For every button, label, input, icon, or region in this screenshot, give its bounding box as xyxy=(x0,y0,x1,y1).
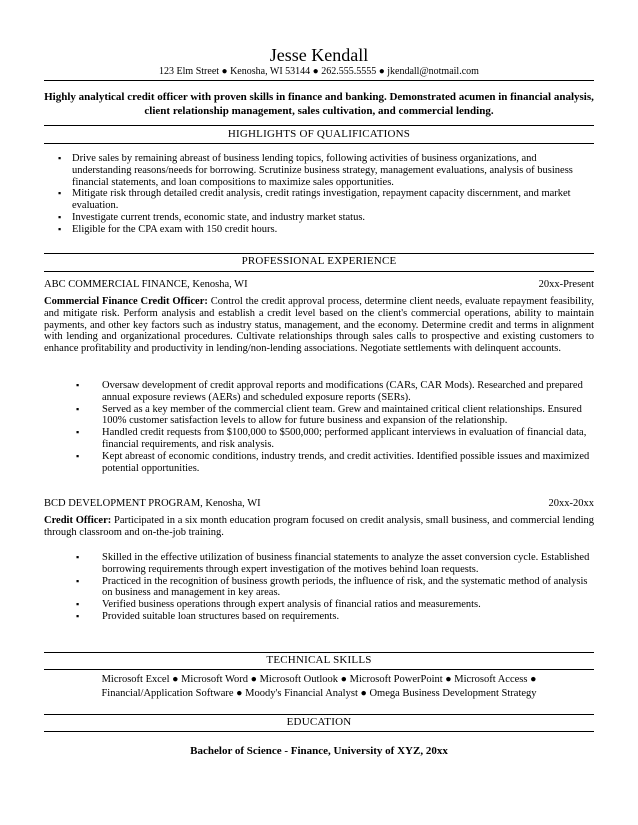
list-item: ▪ Skilled in the effective utilization of business financial statements to analyze the asset conversion cycle. Established borrowing requirements through expert investigation of the motives behind loan requests. xyxy=(76,552,590,575)
list-item: ▪ Drive sales by remaining abreast of business lending topics, following activities of business organizations, and understanding reasons/needs for borrowing. Scrutinize business strategy, management evaluations, analysis of business financial statements, and loan compositions to maximize sales opportunities. xyxy=(58,153,573,188)
job-achievements-list xyxy=(76,380,594,474)
skills-line: Financial/Application Software ● Moody's Financial Analyst ● Omega Business Development Strategy xyxy=(101,688,537,699)
summary-statement: Highly analytical credit officer with proven skills in finance and banking. Demonstrated acumen in financial analysis, client relationship management, sales cultivation, and commercial lending. xyxy=(44,91,594,117)
education-top-rule xyxy=(44,714,594,715)
contact-line: 123 Elm Street ● Kenosha, WI 53144 ● 262.555.5555 ● jkendall@notmail.com xyxy=(159,66,479,77)
bullet-icon: ▪ xyxy=(76,427,80,438)
education-bottom-rule xyxy=(44,731,594,732)
list-item: ▪ Practiced in the recognition of business growth periods, the influence of risk, and the systematic method of analysis on business and management in key areas. xyxy=(76,575,588,599)
experience-top-rule xyxy=(44,253,594,254)
skills-line: Microsoft Excel ● Microsoft Word ● Microsoft Outlook ● Microsoft PowerPoint ● Microsoft Access ● xyxy=(101,674,537,685)
employment-dates: 20xx-20xx xyxy=(548,498,594,509)
qualifications-heading: HIGHLIGHTS OF QUALIFICATIONS xyxy=(227,128,411,140)
experience-heading: PROFESSIONAL EXPERIENCE xyxy=(241,255,397,267)
list-item: ▪ Served as a key member of the commercial client team. Grew and maintained critical client relationships. Ensured 100% customer satisfaction levels to allow for future business and expansion of the relationship. xyxy=(76,403,582,427)
bullet-icon: ▪ xyxy=(76,450,80,461)
bullet-icon: ▪ xyxy=(76,575,80,586)
qualifications-list xyxy=(58,153,594,236)
job-title: Credit Officer: xyxy=(44,515,112,526)
job-description: Credit Officer: Participated in a six month education program focused on credit analysis, small business, and commercial lending through classroom and on-the-job training. xyxy=(44,515,594,538)
bullet-icon: ▪ xyxy=(58,223,62,234)
bullet-icon: ▪ xyxy=(76,403,80,414)
list-item: ▪ Provided suitable loan structures based on requirements. xyxy=(76,610,340,622)
list-item: ▪ Mitigate risk through detailed credit analysis, credit ratings investigation, repayment capacity discernment, and market evaluation. xyxy=(58,188,571,212)
employer-name: ABC COMMERCIAL FINANCE, Kenosha, WI xyxy=(44,279,248,290)
bullet-icon: ▪ xyxy=(58,188,62,199)
skills-bottom-rule xyxy=(44,669,594,670)
bullet-icon: ▪ xyxy=(76,610,80,621)
candidate-name: Jesse Kendall xyxy=(269,45,369,65)
job-title: Commercial Finance Credit Officer: xyxy=(44,296,208,307)
job-achievements-list xyxy=(76,552,594,623)
bullet-icon: ▪ xyxy=(76,599,80,610)
header-divider xyxy=(44,80,594,81)
qualifications-bottom-rule xyxy=(44,143,594,144)
job-description: Commercial Finance Credit Officer: Control the credit approval process, determine client needs, evaluate repayment feasibility, and mitigate risk. Perform analysis and establish a credit level based on the client's commercial operations, ability to maintain payments, and other key factors such as industry status, management, and the economy. Determine credit and terms in alignment with lending and organizational procedures. Cultivate relationships through sales calls to prospective and existing customers to enhance profitability and productivity in lending/non-lending associations. Negotiate settlements with delinquent accounts. xyxy=(44,296,595,355)
employment-dates: 20xx-Present xyxy=(538,279,594,290)
degree-line: Bachelor of Science - Finance, University of XYZ, 20xx xyxy=(190,745,448,757)
list-item: ▪ Investigate current trends, economic state, and industry market status. xyxy=(58,211,366,223)
list-item: ▪ Kept abreast of economic conditions, industry trends, and credit activities. Identified possible issues and maximized potential opportunities. xyxy=(76,450,590,474)
list-item: ▪ Verified business operations through expert analysis of financial ratios and measurements. xyxy=(76,599,481,611)
bullet-icon: ▪ xyxy=(58,211,62,222)
list-item: ▪ Handled credit requests from $100,000 to $500,000; performed applicant interviews in evaluation of financial data, financial requirements, and risk analysis. xyxy=(76,427,587,450)
bullet-icon: ▪ xyxy=(58,153,62,163)
experience-bottom-rule xyxy=(44,271,594,272)
employer-name: BCD DEVELOPMENT PROGRAM, Kenosha, WI xyxy=(44,498,261,509)
list-item: ▪ Eligible for the CPA exam with 150 credit hours. xyxy=(58,223,278,235)
skills-top-rule xyxy=(44,652,594,653)
list-item: ▪ Oversaw development of credit approval reports and modifications (CARs, CAR Mods). Researched and prepared annual exposure reviews (AERs) and scheduled exposure reports (SERs). xyxy=(76,380,583,403)
qualifications-top-rule xyxy=(44,125,594,126)
education-heading: EDUCATION xyxy=(286,716,352,728)
bullet-icon: ▪ xyxy=(76,380,80,390)
bullet-icon: ▪ xyxy=(76,552,80,562)
skills-heading: TECHNICAL SKILLS xyxy=(266,654,372,666)
